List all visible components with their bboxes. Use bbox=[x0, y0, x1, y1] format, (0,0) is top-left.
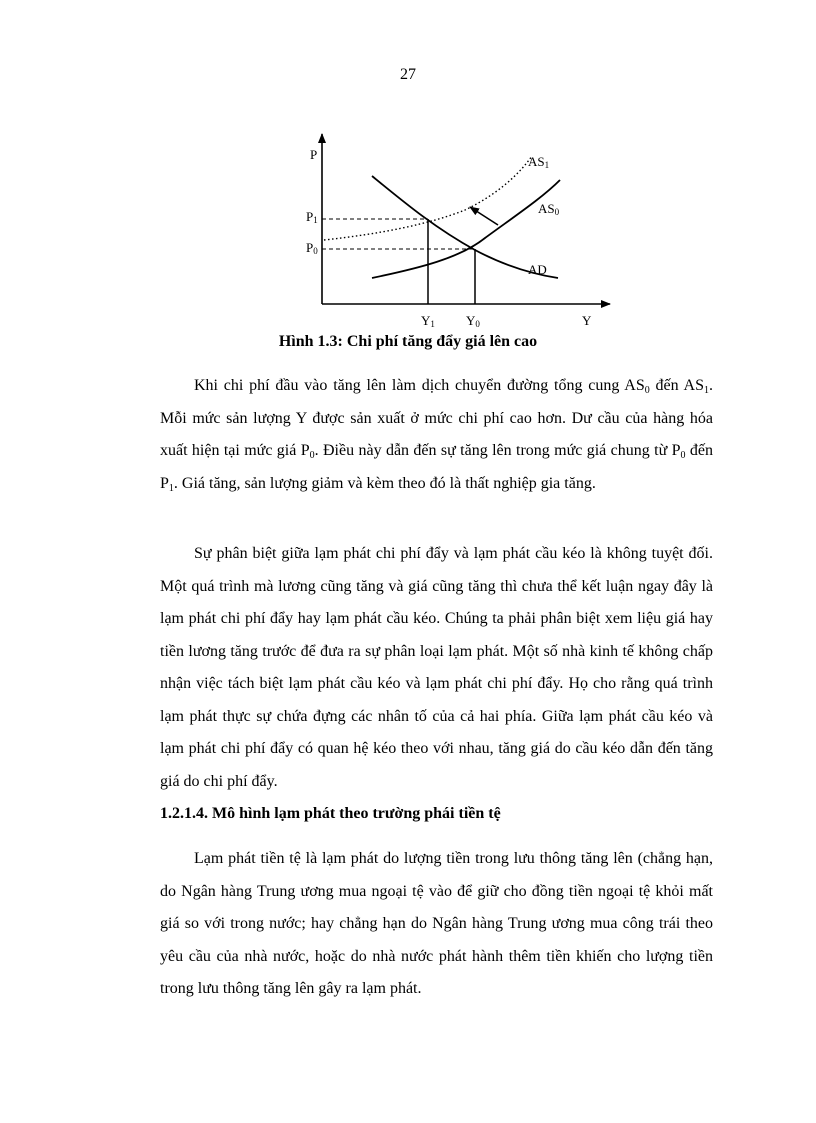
label-as1: $AS_1$ bbox=[528, 154, 550, 170]
paragraph-1: Khi chi phí đầu vào tăng lên làm dịch chuyển đường tổng cung $AS_0$ đến $AS_1$. Mỗi mức sản lượng Y được sản xuất ở mức chi phí cao hơn. Dư cầu của hàng hóa xuất hiện tại mức giá $P_0$. Điều này dẫn đến sự tăng lên trong mức giá chung từ $P_0$ đến $P_1$. Giá tăng, sản lượng giảm và kèm theo đó là thất nghiệp gia tăng. bbox=[160, 377, 714, 494]
shift-arrow bbox=[470, 207, 498, 225]
figure-cost-push bbox=[290, 128, 620, 336]
page-number: 27 bbox=[400, 66, 416, 83]
figure-caption: Hình 1.3: Chi phí tăng đẩy giá lên cao bbox=[278, 333, 538, 350]
paragraph-3: Lạm phát tiền tệ là lạm phát do lượng tiền trong lưu thông tăng lên (chẳng hạn, do Ngân hàng Trung ương mua ngoại tệ vào để giữ cho đồng tiền ngoại tệ khỏi mất giá so với trong nước; hay chẳng hạn do Ngân hàng Trung ương mua công trái theo yêu cầu của nhà nước, hoặc do nhà nước phát hành thêm tiền khiến cho lượng tiền trong lưu thông tăng lên gây ra lạm phát. bbox=[160, 850, 713, 997]
cost-push-diagram bbox=[290, 128, 620, 336]
label-p0: $P_0$ bbox=[306, 240, 318, 256]
paragraph-2: Sự phân biệt giữa lạm phát chi phí đẩy và lạm phát cầu kéo là không tuyệt đối. Một quá trình mà lương cũng tăng và giá cũng tăng thì chưa thể kết luận ngay đây là lạm phát chi phí đẩy hay lạm phát cầu kéo. Chúng ta phải phân biệt xem liệu giá hay tiền lương tăng trước để đưa ra sự phân loại lạm phát. Một số nhà kinh tế không chấp nhận việc tách biệt lạm phát cầu kéo và lạm phát chi phí đẩy. Họ cho rằng quá trình lạm phát thực sự chứa đựng các nhân tố của cả hai phía. Giữa lạm phát cầu kéo và lạm phát chi phí đẩy có quan hệ kéo theo với nhau, tăng giá do cầu kéo dẫn đến tăng giá do chi phí đẩy. bbox=[160, 545, 713, 790]
section-heading: 1.2.1.4. Mô hình lạm phát theo trường phái tiền tệ bbox=[160, 805, 501, 822]
label-p1: $P_1$ bbox=[306, 209, 318, 225]
axis-label-y: Y bbox=[582, 313, 592, 328]
label-as0: $AS_0$ bbox=[538, 201, 560, 217]
label-ad: AD bbox=[528, 262, 547, 277]
axis-label-p: P bbox=[310, 147, 318, 162]
label-y0: $Y_0$ bbox=[466, 313, 480, 329]
label-y1: $Y_1$ bbox=[421, 313, 435, 329]
